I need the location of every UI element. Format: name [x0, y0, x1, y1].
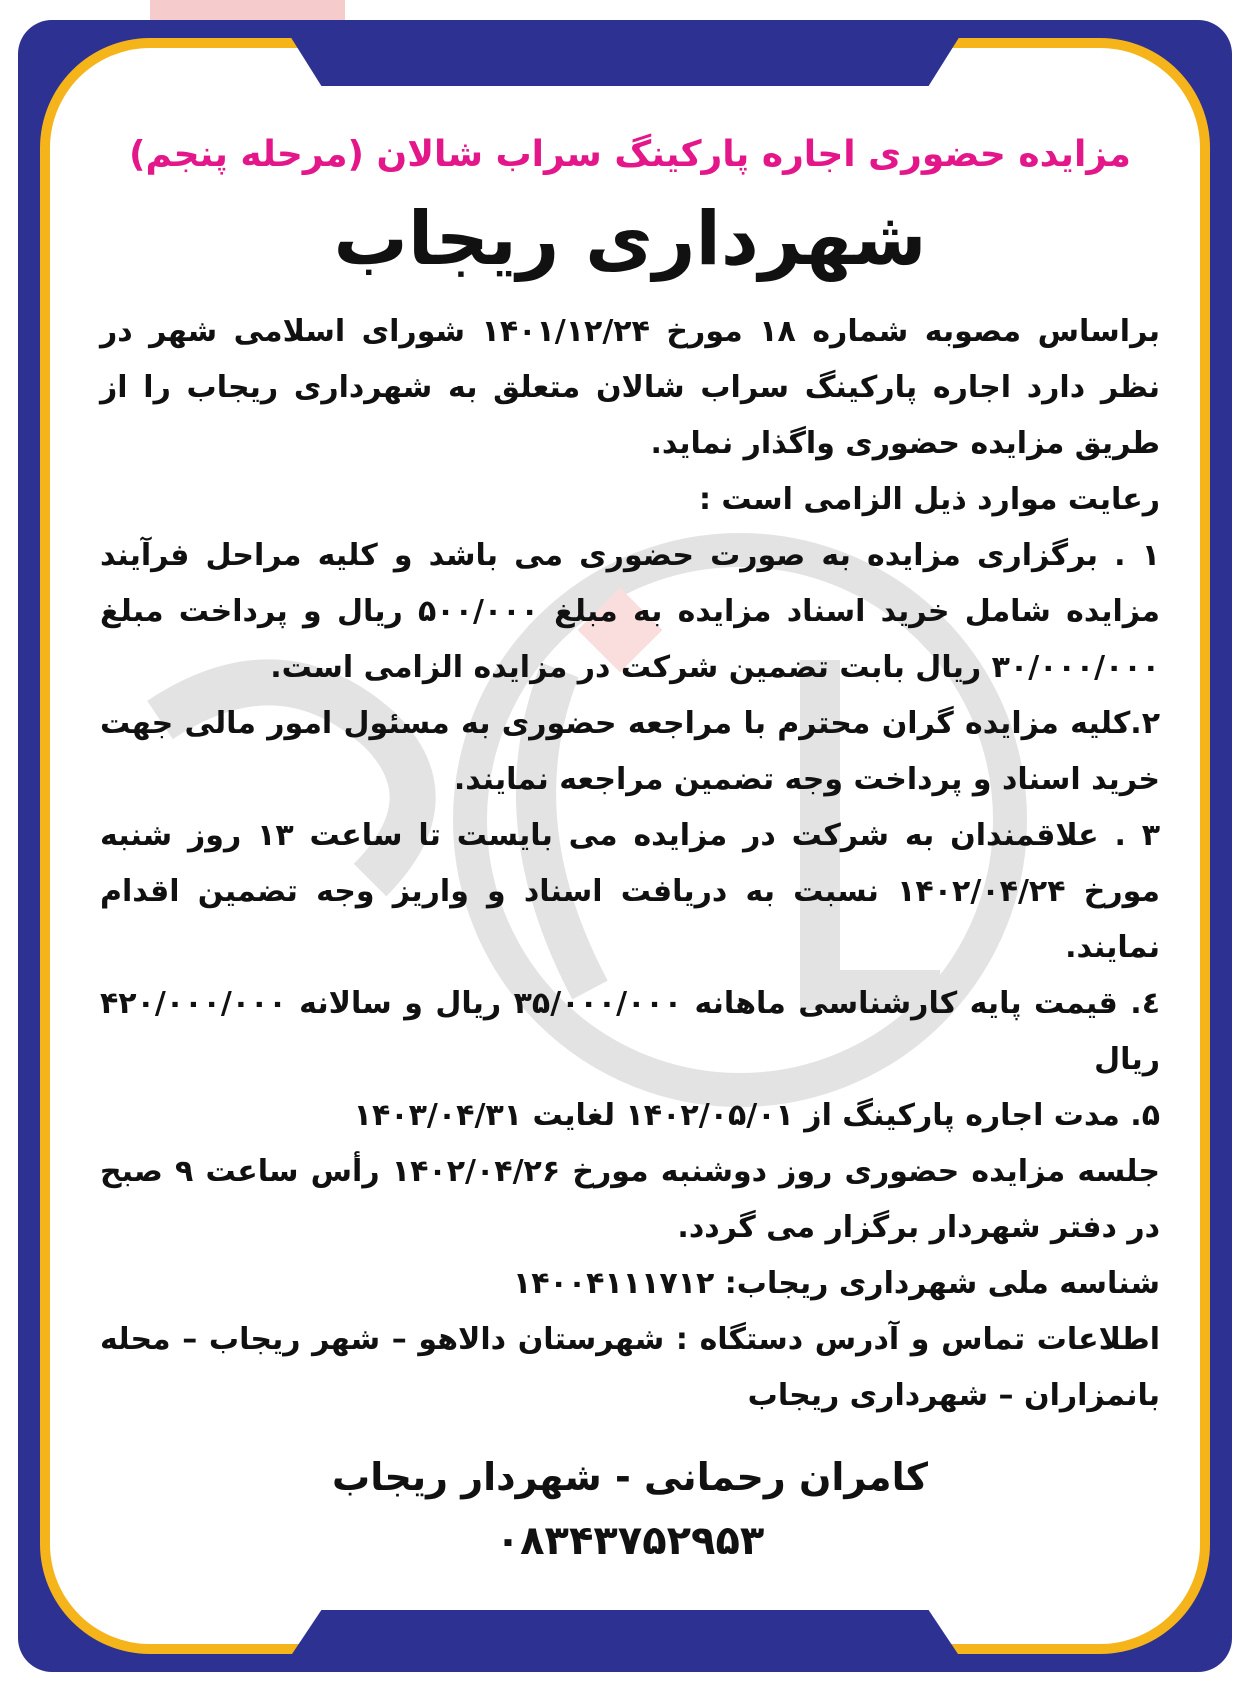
notice-title: شهرداری ریجاب — [333, 196, 927, 282]
condition-item-2: ۲.کلیه مزایده گران محترم با مراجعه حضوری به مسئول امور مالی جهت خرید اسناد و پرداخت وجه تضمین مراجعه نمایند. — [100, 706, 1160, 797]
condition-item-5: ۵. مدت اجاره پارکینگ از ۱۴۰۲/۰۵/۰۱ لغایت ۱۴۰۳/۰۴/۳۱ — [353, 1098, 1160, 1133]
condition-item-1: ۱ . برگزاری مزایده به صورت حضوری می باشد و کلیه مراحل فرآیند مزایده شامل خرید اسناد مزایده به مبلغ ۵۰۰/۰۰۰ ریال و پرداخت مبلغ ۳۰/۰۰۰/۰۰۰ ریال بابت تضمین شرکت در مزایده الزامی است. — [100, 538, 1160, 685]
signature: کامران رحمانی - شهردار ریجاب — [332, 1455, 928, 1499]
top-blue-tab — [280, 20, 970, 86]
condition-item-3: ۳ . علاقمندان به شرکت در مزایده می بایست تا ساعت ۱۳ روز شنبه مورخ ۱۴۰۲/۰۴/۲۴ نسبت به دریافت اسناد و واریز وجه تضمین اقدام نمایند. — [100, 818, 1160, 965]
contact-address: اطلاعات تماس و آدرس دستگاه : شهرستان دالاهو – شهر ریجاب – محله بانمزاران – شهرداری ریجاب — [100, 1322, 1160, 1413]
bottom-blue-tab — [280, 1610, 970, 1672]
session-paragraph: جلسه مزایده حضوری روز دوشنبه مورخ ۱۴۰۲/۰۴/۲۶ رأس ساعت ۹ صبح در دفتر شهردار برگزار می گردد. — [100, 1154, 1160, 1245]
condition-item-4: ٤. قیمت پایه کارشناسی ماهانه ۳۵/۰۰۰/۰۰۰ ریال و سالانه ۴۲۰/۰۰۰/۰۰۰ ریال — [100, 986, 1160, 1077]
conditions-heading: رعایت موارد ذیل الزامی است : — [698, 482, 1160, 517]
phone-number: ۰۸۳۴۳۷۵۲۹۵۳ — [495, 1518, 765, 1564]
notice-subtitle: مزایده حضوری اجاره پارکینگ سراب شالان (مرحله پنجم) — [129, 134, 1131, 175]
notice-body — [100, 304, 1160, 1424]
intro-paragraph: براساس مصوبه شماره ۱۸ مورخ ۱۴۰۱/۱۲/۲۴ شورای اسلامی شهر در نظر دارد اجاره پارکینگ سراب شالان متعلق به شهرداری ریجاب را از طریق مزایده حضوری واگذار نماید. — [100, 314, 1160, 461]
corner-watermark-strip — [150, 0, 345, 20]
notice-content — [100, 130, 1160, 1574]
national-id: شناسه ملی شهرداری ریجاب: ۱۴۰۰۴۱۱۱۷۱۲ — [512, 1266, 1160, 1301]
